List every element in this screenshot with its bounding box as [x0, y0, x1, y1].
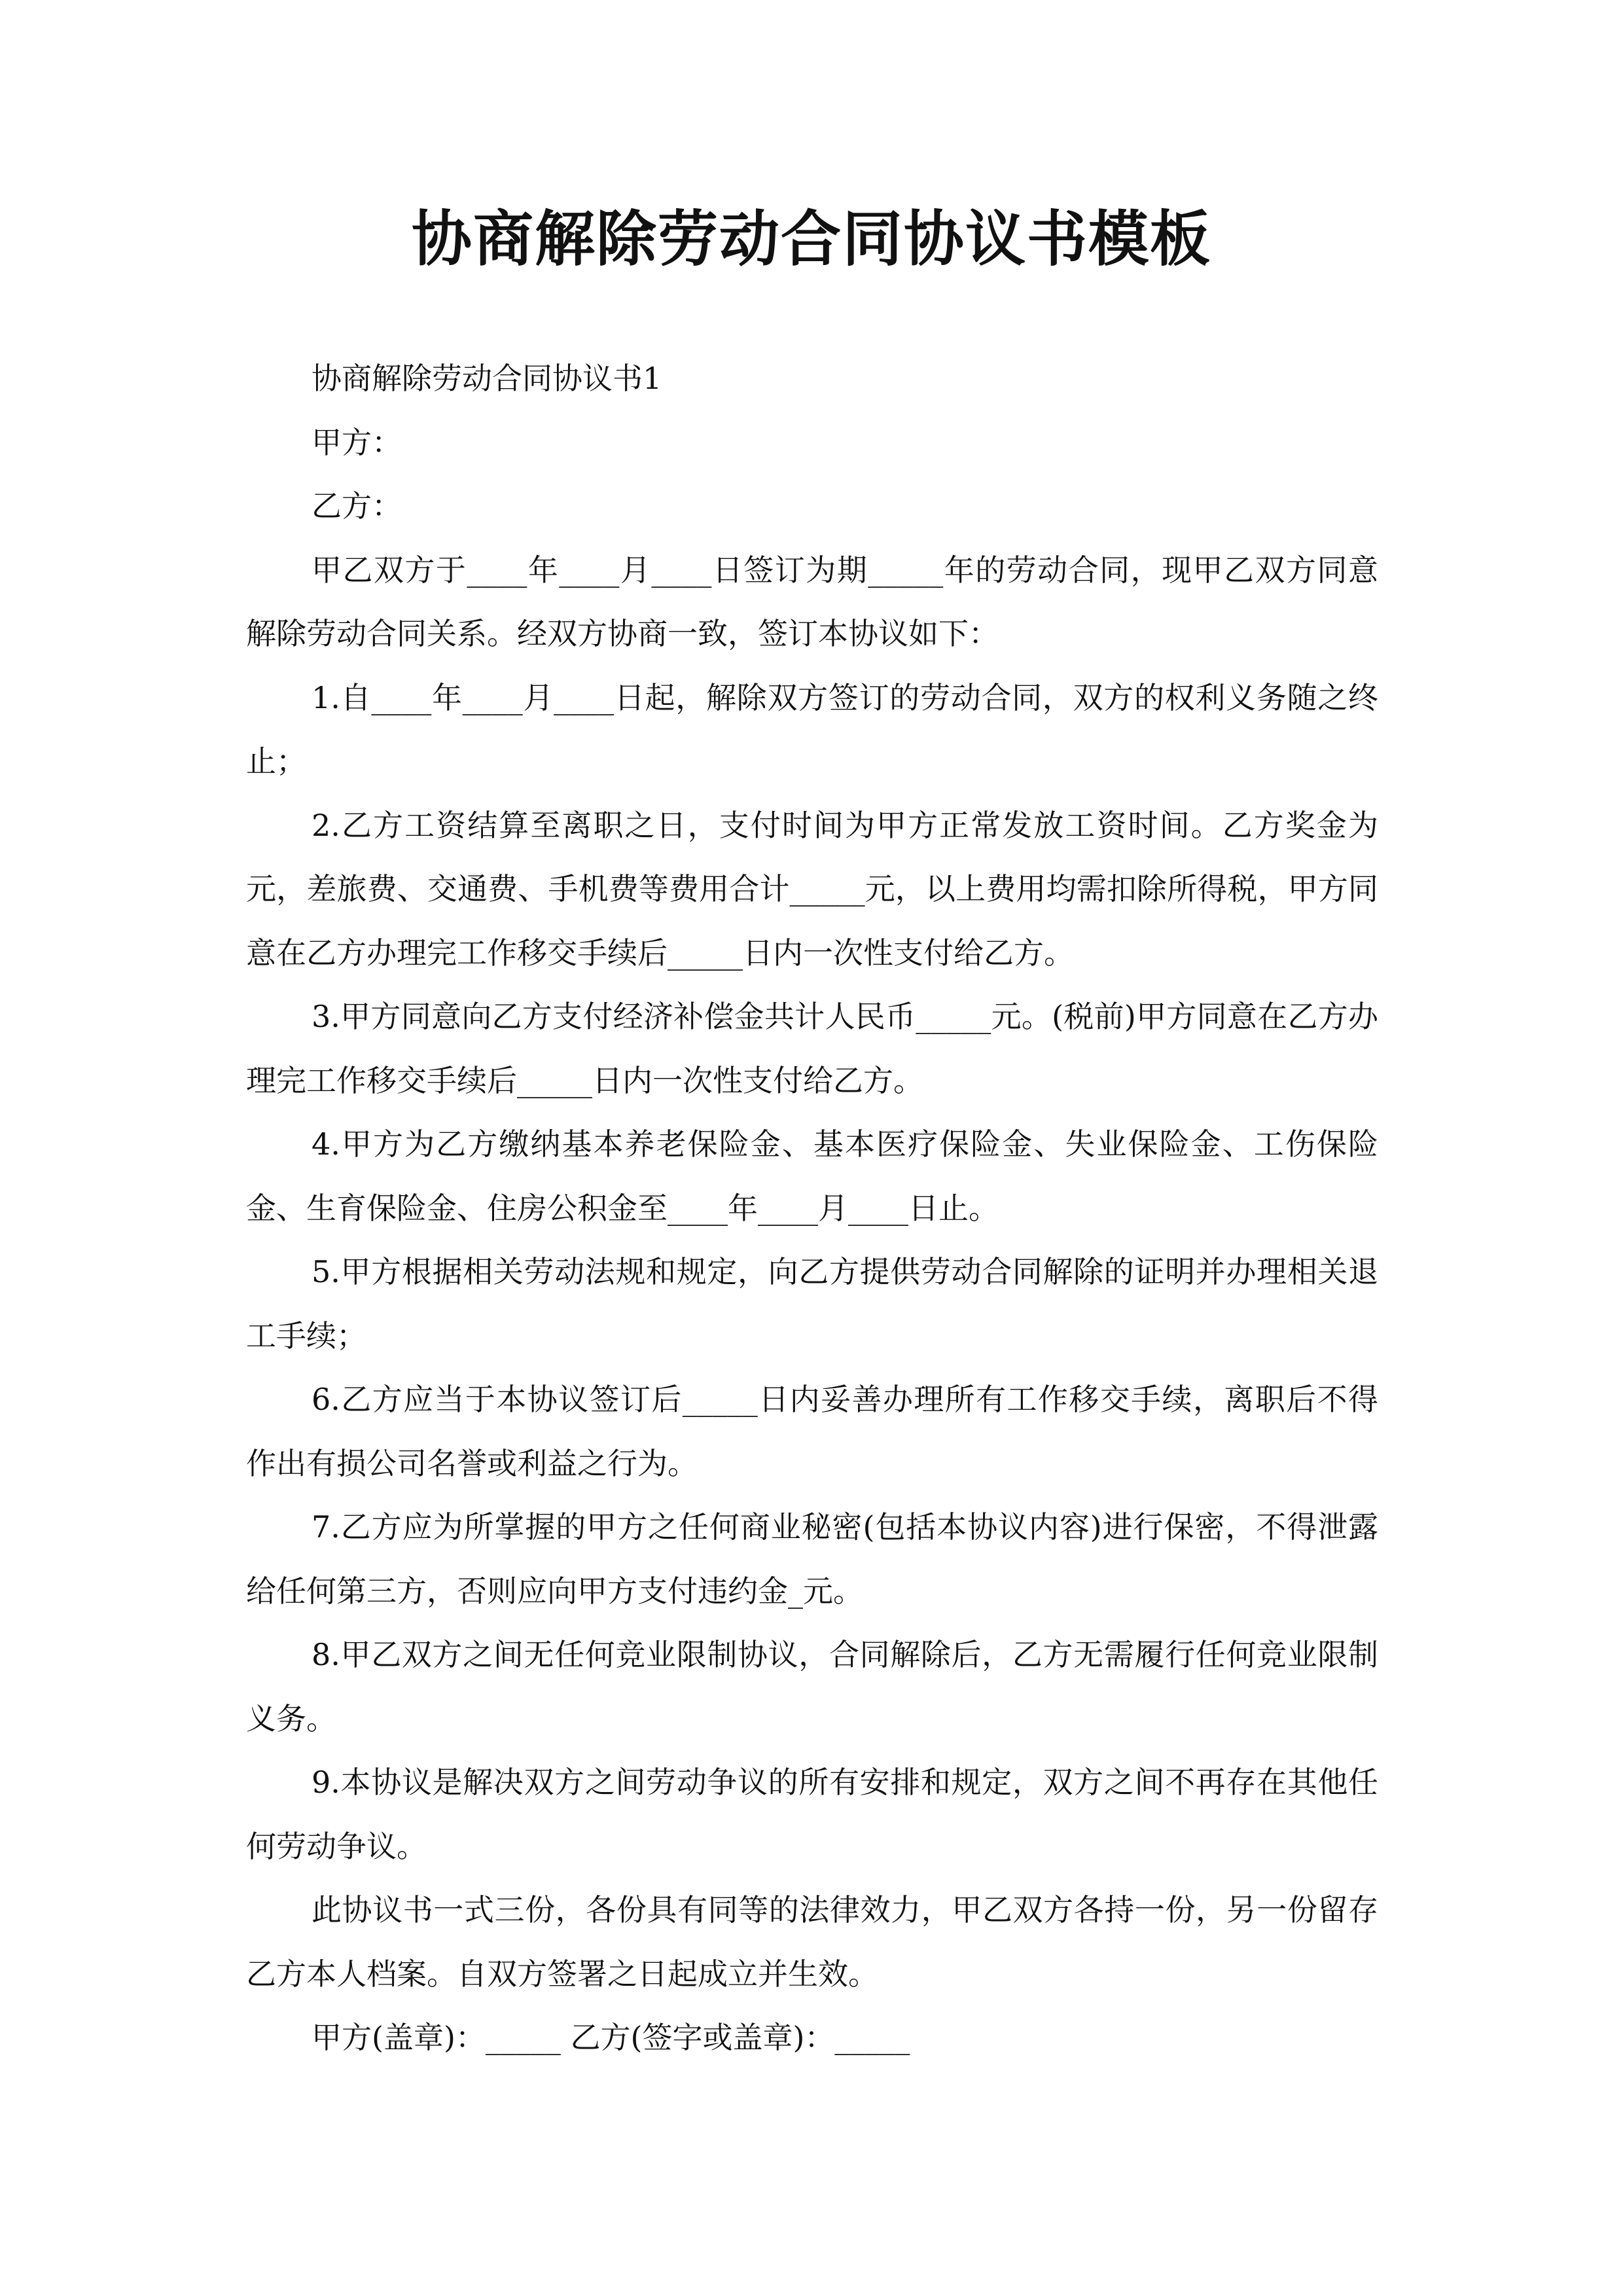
- clause-9: 9.本协议是解决双方之间劳动争议的所有安排和规定，双方之间不再存在其他任何劳动争议。: [246, 1765, 1378, 1864]
- clause-1: 1.自____年____月____日起，解除双方签订的劳动合同，双方的权利义务随之终止；: [246, 679, 1378, 779]
- agreement-subtitle: 协商解除劳动合同协议书1: [312, 361, 662, 396]
- clause-5: 5.甲方根据相关劳动法规和规定，向乙方提供劳动合同解除的证明并办理相关退工手续；: [246, 1254, 1378, 1354]
- document-body: [246, 347, 1378, 2070]
- clause-8: 8.甲乙双方之间无任何竞业限制协议，合同解除后，乙方无需履行任何竞业限制义务。: [246, 1637, 1378, 1736]
- party-a-line: 甲方：: [312, 424, 402, 460]
- signature-line: 甲方(盖章)：_____ 乙方(签字或盖章)：_____: [312, 2020, 910, 2055]
- clause-3: 3.甲方同意向乙方支付经济补偿金共计人民币_____元。(税前)甲方同意在乙方办理完工作移交手续后_____日内一次性支付给乙方。: [246, 999, 1378, 1098]
- clause-7: 7.乙方应为所掌握的甲方之任何商业秘密(包括本协议内容)进行保密，不得泄露给任何第三方，否则应向甲方支付违约金_元。: [246, 1509, 1378, 1609]
- party-b-line: 乙方：: [312, 488, 402, 524]
- preamble-paragraph: 甲乙双方于____年____月____日签订为期_____年的劳动合同，现甲乙双方同意解除劳动合同关系。经双方协商一致，签订本协议如下：: [246, 552, 1378, 651]
- document-title: 协商解除劳动合同协议书模板: [411, 204, 1211, 274]
- clause-2: 2.乙方工资结算至离职之日，支付时间为甲方正常发放工资时间。乙方奖金为元，差旅费、交通费、手机费等费用合计_____元，以上费用均需扣除所得税，甲方同意在乙方办理完工作移交手续后_____日内一次性支付给乙方。: [246, 807, 1378, 971]
- clause-6: 6.乙方应当于本协议签订后_____日内妥善办理所有工作移交手续，离职后不得作出有损公司名誉或利益之行为。: [246, 1382, 1378, 1481]
- validity-paragraph: 此协议书一式三份，各份具有同等的法律效力，甲乙双方各持一份，另一份留存乙方本人档案。自双方签署之日起成立并生效。: [246, 1892, 1378, 1992]
- clause-4: 4.甲方为乙方缴纳基本养老保险金、基本医疗保险金、失业保险金、工伤保险金、生育保险金、住房公积金至____年____月____日止。: [246, 1126, 1378, 1226]
